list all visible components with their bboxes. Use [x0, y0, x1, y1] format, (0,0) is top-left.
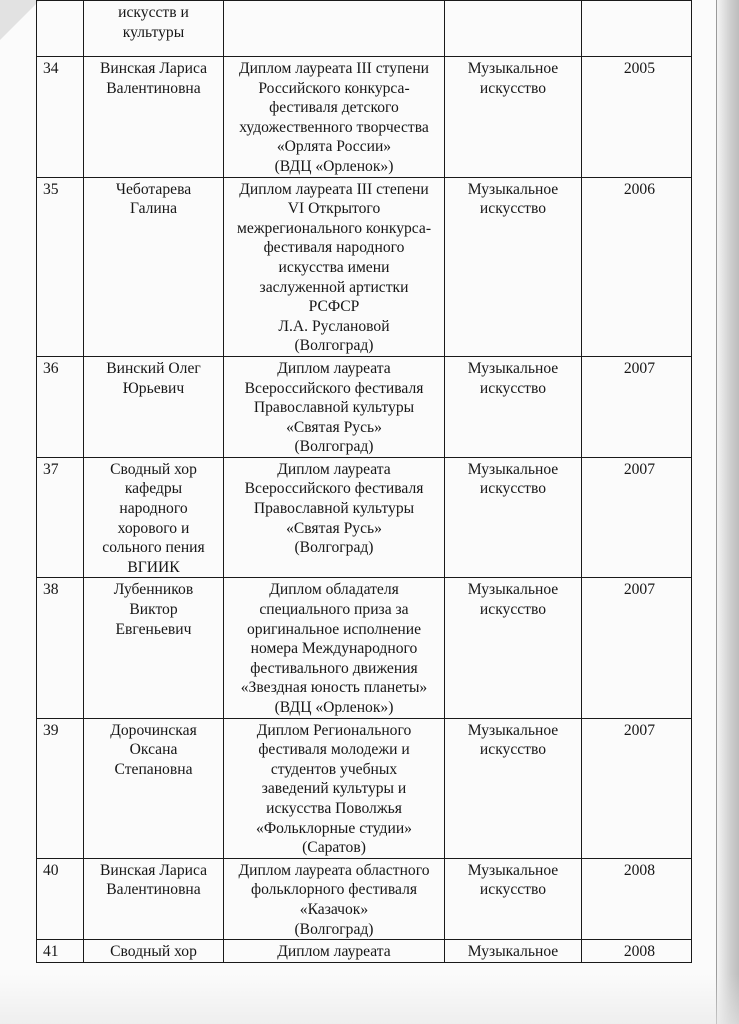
table-row — [37, 177, 692, 356]
awards-table-body — [37, 1, 692, 963]
award-text-line: специального приза за — [259, 601, 409, 619]
year-cell — [582, 940, 692, 963]
field-text-line: искусство — [479, 480, 547, 498]
award-cell — [224, 1, 445, 57]
award-year: 2006 — [623, 180, 655, 198]
row-number: 37 — [43, 460, 59, 478]
field-text-line: Музыкальное — [467, 943, 559, 961]
award-text-line: фестивального движения — [250, 659, 418, 677]
award-text-line: Православной культуры — [253, 399, 415, 417]
award-cell — [224, 718, 445, 858]
row-number: 36 — [43, 359, 59, 377]
participant-name-cell — [84, 718, 224, 858]
award-text-line: фестиваля народного — [263, 239, 405, 257]
award-text-line: VI Открытого — [287, 200, 381, 218]
participant-name-line: Галина — [129, 200, 178, 218]
award-text-line: РСФСР — [308, 298, 360, 316]
field-text-line: искусство — [479, 379, 547, 397]
field-cell — [445, 57, 582, 178]
field-text-line: искусство — [479, 881, 547, 899]
award-text-line: «Звездная юность планеты» — [240, 679, 428, 697]
participant-name-cell — [84, 457, 224, 578]
participant-name-line: Винская Лариса — [99, 60, 208, 77]
award-text-line: Всероссийского фестиваля — [244, 379, 424, 397]
award-text-line: Всероссийского фестиваля — [244, 480, 424, 498]
field-cell — [445, 356, 582, 457]
participant-name-cell — [84, 177, 224, 356]
row-number-cell — [37, 858, 84, 939]
table-row — [37, 356, 692, 457]
participant-name-line: Сводный хор — [110, 943, 197, 961]
participant-name-line: Лубенников — [113, 581, 194, 599]
participant-name-line: Виктор — [129, 601, 178, 619]
award-text-line: «Святая Русь» — [286, 418, 382, 436]
year-cell — [582, 177, 692, 356]
participant-name-line: Оксана — [129, 741, 178, 759]
award-cell — [224, 940, 445, 963]
field-text-line: Музыкальное — [467, 60, 559, 77]
row-number: 41 — [43, 943, 59, 961]
row-number-cell — [37, 578, 84, 718]
table-row — [37, 718, 692, 858]
row-number: 39 — [43, 721, 59, 739]
award-text-line: Диплом лауреата — [277, 460, 391, 478]
award-text-line: Диплом Регионального — [256, 721, 412, 739]
scan-edge-shadow — [717, 0, 739, 1024]
field-cell — [445, 858, 582, 939]
award-text-line: (Волгоград) — [294, 438, 374, 456]
table-row — [37, 1, 692, 57]
award-year: 2007 — [623, 581, 655, 599]
award-year: 2005 — [623, 60, 655, 77]
row-number-cell — [37, 1, 84, 57]
award-text-line: Диплом лауреата — [277, 943, 391, 961]
year-cell — [582, 457, 692, 578]
participant-name-line: Сводный хор — [110, 460, 197, 478]
award-text-line: «Фольклорные студии» — [256, 819, 412, 837]
participant-name-cell — [84, 578, 224, 718]
award-text-line: «Орлята России» — [276, 138, 392, 156]
award-text-line: фольклорного фестиваля — [250, 881, 418, 899]
award-cell — [224, 457, 445, 578]
award-text-line: Л.А. Руслановой — [278, 317, 390, 335]
table-row — [37, 858, 692, 939]
table-row — [37, 940, 692, 963]
award-text-line: (Волгоград) — [294, 337, 374, 355]
participant-name-line: народного — [119, 500, 188, 518]
participant-name-line: ВГИИК — [127, 558, 180, 576]
year-cell — [582, 718, 692, 858]
year-cell — [582, 858, 692, 939]
field-text-line: Музыкальное — [467, 180, 559, 198]
field-text-line: Музыкальное — [467, 721, 559, 739]
award-text-line: фестиваля молодежи и — [258, 741, 410, 759]
row-number-cell — [37, 718, 84, 858]
award-cell — [224, 177, 445, 356]
participant-name-line: хорового и — [117, 519, 190, 537]
participant-name-line: Степановна — [114, 760, 193, 778]
award-text-line: искусства имени — [278, 258, 390, 276]
award-year: 2007 — [623, 460, 655, 478]
field-text-line: искусство — [479, 601, 547, 619]
field-cell — [445, 1, 582, 57]
award-text-line: (Волгоград) — [294, 920, 374, 938]
field-text-line: искусство — [479, 200, 547, 218]
participant-name-line: искусств и — [118, 4, 189, 21]
award-text-line: (ВДЦ «Орленок») — [274, 699, 394, 716]
participant-name-line: Юрьевич — [122, 379, 185, 397]
field-cell — [445, 578, 582, 718]
year-cell — [582, 356, 692, 457]
participant-name-cell — [84, 356, 224, 457]
award-year: 2008 — [623, 943, 655, 961]
table-row — [37, 457, 692, 578]
award-cell — [224, 578, 445, 718]
award-text-line: художественного творчества — [239, 118, 429, 136]
participant-name-line: Валентиновна — [106, 79, 201, 97]
field-cell — [445, 457, 582, 578]
award-text-line: «Казачок» — [299, 900, 369, 918]
award-text-line: искусства Поволжья — [266, 799, 402, 817]
table-row — [37, 578, 692, 718]
field-text-line: Музыкальное — [467, 861, 559, 879]
award-cell — [224, 858, 445, 939]
participant-name-line: Валентиновна — [106, 881, 201, 899]
award-text-line: Диплом лауреата III ступени — [238, 60, 430, 77]
field-text-line: искусство — [479, 741, 547, 759]
award-cell — [224, 356, 445, 457]
award-text-line: студентов учебных — [270, 760, 398, 778]
participant-name-line: кафедры — [124, 480, 183, 498]
award-text-line: Диплом обладателя — [269, 581, 399, 599]
row-number-cell — [37, 356, 84, 457]
award-year: 2008 — [623, 861, 655, 879]
field-cell — [445, 940, 582, 963]
participant-name-cell — [84, 940, 224, 963]
award-year: 2007 — [623, 721, 655, 739]
award-text-line: фестиваля детского — [269, 99, 399, 117]
folded-corner — [0, 0, 40, 40]
year-cell — [582, 57, 692, 178]
award-year: 2007 — [623, 359, 655, 377]
participant-name-cell — [84, 1, 224, 57]
participant-name-cell — [84, 858, 224, 939]
scan-bottom-shade — [0, 974, 739, 1024]
award-text-line: (Саратов) — [302, 839, 366, 857]
participant-name-line: Дорочинская — [110, 721, 197, 739]
table-row — [37, 57, 692, 178]
row-number: 35 — [43, 180, 59, 198]
row-number-cell — [37, 57, 84, 178]
award-text-line: (ВДЦ «Орленок») — [274, 157, 394, 175]
row-number: 38 — [43, 581, 59, 599]
participant-name-line: Винская Лариса — [99, 861, 208, 879]
row-number: 34 — [43, 60, 59, 77]
award-text-line: заведений культуры и — [261, 780, 407, 798]
participant-name-line: культуры — [122, 23, 185, 41]
award-text-line: Православной культуры — [253, 500, 415, 518]
field-text-line: Музыкальное — [467, 581, 559, 599]
participant-name-cell — [84, 57, 224, 178]
field-cell — [445, 718, 582, 858]
award-text-line: Диплом лауреата — [277, 359, 391, 377]
award-text-line: (Волгоград) — [294, 539, 374, 557]
award-text-line: оригинальное исполнение — [247, 620, 421, 638]
award-text-line: заслуженной артистки — [259, 278, 409, 296]
award-text-line: «Святая Русь» — [286, 519, 382, 537]
field-cell — [445, 177, 582, 356]
award-text-line: Диплом лауреата III степени — [239, 180, 429, 198]
participant-name-line: Винский Олег — [106, 359, 201, 377]
award-cell — [224, 57, 445, 178]
row-number: 40 — [43, 861, 59, 879]
year-cell — [582, 1, 692, 57]
participant-name-line: Чеботарева — [115, 180, 192, 198]
row-number-cell — [37, 940, 84, 963]
award-text-line: номера Международного — [250, 640, 418, 658]
awards-table — [36, 0, 692, 963]
row-number-cell — [37, 457, 84, 578]
field-text-line: искусство — [479, 79, 547, 97]
field-text-line: Музыкальное — [467, 359, 559, 377]
participant-name-line: сольного пения — [102, 539, 205, 557]
award-text-line: Российского конкурса- — [258, 79, 410, 97]
field-text-line: Музыкальное — [467, 460, 559, 478]
award-text-line: межрегионального конкурса- — [236, 219, 432, 237]
participant-name-line: Евгеньевич — [115, 620, 192, 638]
award-text-line: Диплом лауреата областного — [238, 861, 430, 879]
row-number-cell — [37, 177, 84, 356]
year-cell — [582, 578, 692, 718]
page-edge-line — [716, 0, 717, 1024]
